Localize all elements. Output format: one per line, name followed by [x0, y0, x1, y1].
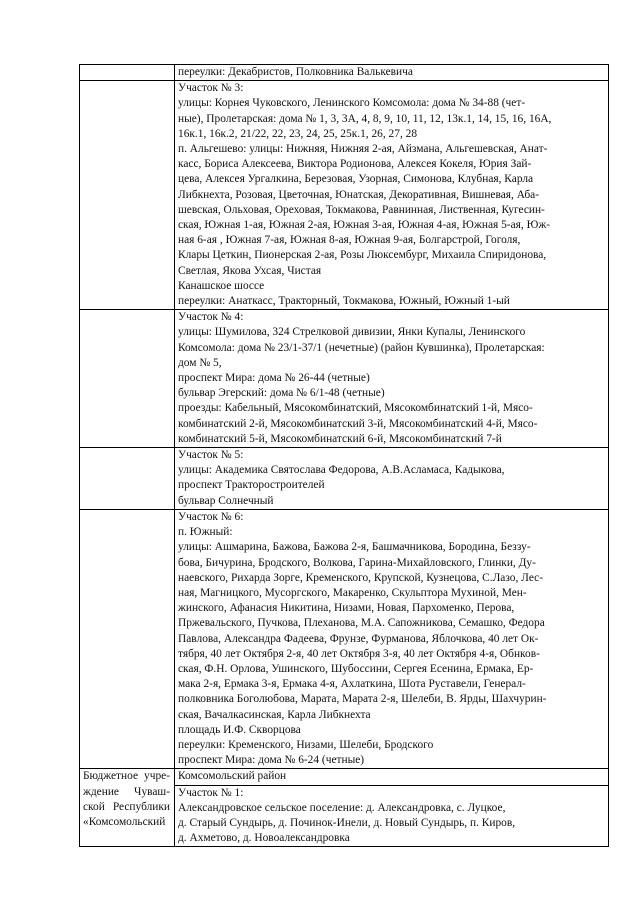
section-cell: [175, 310, 609, 448]
text-line: ные), Пролетарская: дома № 1, 3, 3А, 4, 8, 9, 10, 11, 12, 13к.1, 14, 15, 16, 16А,: [178, 112, 552, 125]
text-line: Клары Цеткин, Пионерская 2-ая, Розы Люксембург, Михаила Спиридонова,: [178, 249, 547, 262]
section-cell: [175, 785, 609, 847]
text-line: тября, 40 лет Октября 2-я, 40 лет Октября 3-я, 40 лет Октября 4-я, Обнков-: [178, 647, 540, 660]
institution-cell: [80, 448, 175, 510]
institution-line: ждение Чуваш-: [83, 785, 170, 798]
text-line: Александровское сельское поселение: д. Александровка, с. Луцкое,: [178, 801, 506, 814]
text-line: ная, Магницкого, Мусоргского, Макаренко, Скульптора Мухиной, Мен-: [178, 586, 527, 599]
institution-cell: [80, 310, 175, 448]
text-line: улицы: Шумилова, 324 Стрелковой дивизии, Янки Купалы, Ленинского: [178, 326, 526, 339]
districts-table: [79, 64, 609, 847]
text-line: Либкнехта, Розовая, Цветочная, Юнатская, Декоративная, Вишневая, Аба-: [178, 188, 539, 201]
text-line: проспект Мира: дома № 6-24 (четные): [178, 754, 365, 767]
text-line: бульвар Солнечный: [178, 494, 274, 507]
section-cell: [175, 81, 609, 310]
text-line: шевская, Ольховая, Ореховая, Токмакова, Равнинная, Лиственная, Кугесин-: [178, 203, 545, 216]
text-line: д. Ахметово, д. Новоалександровка: [178, 832, 350, 845]
text-line: Пржевальского, Пучкова, Плеханова, М.А. Сапожникова, Семашко, Федора: [178, 617, 545, 630]
text-line: д. Старый Сундырь, д. Починок-Инели, д. Новый Сундырь, п. Киров,: [178, 816, 516, 829]
institution-cell: [80, 65, 175, 81]
text-line: бульвар Эгерский: дома № 6/1-48 (четные): [178, 387, 385, 400]
section-cell: [175, 448, 609, 510]
section-heading: Участок № 6:: [178, 510, 244, 523]
section-heading: Участок № 5:: [178, 449, 244, 462]
text-line: мака 2-я, Ермака 3-я, Ермака 4-я, Ахлаткина, Шота Руставели, Генерал-: [178, 678, 526, 691]
text-line: комбинатский 2-й, Мясокомбинатский 3-й, Мясокомбинатский 4-й, Мясо-: [178, 417, 538, 430]
text-line: п. Альгешево: улицы: Нижняя, Нижняя 2-ая, Айзмана, Альгешевская, Анат-: [178, 143, 548, 156]
text-line: 16к.1, 16к.2, 21/22, 22, 23, 24, 25, 25к.1, 26, 27, 28: [178, 127, 418, 140]
text-line: ская, Ф.Н. Орлова, Ушинского, Шубоссини, Сергея Есенина, Ермака, Ер-: [178, 662, 534, 675]
section-cell: [175, 509, 609, 768]
text-line: Канашское шоссе: [178, 279, 265, 292]
text-line: цева, Алексея Ургалкина, Березовая, Узорная, Симонова, Клубная, Карла: [178, 173, 534, 186]
section-cell: [175, 65, 609, 81]
table-row-uchastok-3: [80, 81, 609, 310]
institution-line: ской Республики: [83, 800, 170, 813]
text-line: п. Южный:: [178, 526, 233, 539]
table-row-komsomolsky-district: [80, 769, 609, 785]
section-heading: Участок № 4:: [178, 311, 244, 324]
text-line: Павлова, Александра Фадеева, Фрунзе, Фурманова, Яблочкова, 40 лет Ок-: [178, 632, 539, 645]
section-heading: Участок № 3:: [178, 82, 244, 95]
table-row-uchastok-4: [80, 310, 609, 448]
text-line: ская, Южная 1-ая, Южная 2-ая, Южная 3-ая, Южная 4-ая, Южная 5-ая, Юж-: [178, 219, 551, 232]
text-line: улицы: Корнея Чуковского, Ленинского Комсомола: дома № 34-88 (чет-: [178, 97, 526, 110]
text-line: переулки: Кременского, Низами, Шелеби, Бродского: [178, 738, 434, 751]
institution-cell: [80, 509, 175, 768]
text-line: ная 6-ая , Южная 7-ая, Южная 8-ая, Южная 9-ая, Болгарстрой, Гоголя,: [178, 234, 521, 247]
text-line: переулки: Декабристов, Полковника Валькевича: [178, 66, 413, 78]
text-line: площадь И.Ф. Скворцова: [178, 723, 301, 736]
text-line: ская, Вачалкасинская, Карла Либкнехта: [178, 708, 371, 721]
text-line: проезды: Кабельный, Мясокомбинатский, Мясокомбинатский 1-й, Мясо-: [178, 402, 533, 415]
text-line: переулки: Анаткасс, Тракторный, Токмакова, Южный, Южный 1-ый: [178, 295, 510, 308]
institution-cell: [80, 81, 175, 310]
text-line: касс, Бориса Алексеева, Виктора Родионова, Алексея Кокеля, Юрия Зай-: [178, 158, 532, 171]
text-line: бова, Бичурина, Бродского, Волкова, Гарина-Михайловского, Глинки, Ду-: [178, 556, 536, 569]
text-line: наевского, Рихарда Зорге, Кременского, Крупской, Кузнецова, С.Лазо, Лес-: [178, 571, 544, 584]
table-row-continuation: [80, 65, 609, 81]
text-line: комбинатский 5-й, Мясокомбинатский 6-й, Мясокомбинатский 7-й: [178, 432, 502, 445]
text-line: Комсомола: дома № 23/1-37/1 (нечетные) (район Кувшинка), Пролетарская:: [178, 341, 545, 354]
text-line: улицы: Академика Святослава Федорова, А.В.Асламаса, Кадыкова,: [178, 464, 505, 477]
text-line: полковника Боголюбова, Марата, Марата 2-я, Шелеби, В. Ярды, Шахчурин-: [178, 693, 547, 706]
text-line: улицы: Ашмарина, Бажова, Бажова 2-я, Башмачникова, Бородина, Беззу-: [178, 541, 531, 554]
text-line: проспект Тракторостроителей: [178, 479, 325, 492]
text-line: Светлая, Якова Ухсая, Чистая: [178, 264, 322, 277]
institution-cell: [80, 769, 175, 847]
text-line: дом № 5,: [178, 356, 222, 369]
district-name: Комсомольский район: [178, 770, 287, 783]
district-cell: [175, 769, 609, 785]
section-heading: Участок № 1:: [178, 786, 244, 799]
table-row-uchastok-6: [80, 509, 609, 768]
text-line: жинского, Афанасия Никитина, Низами, Новая, Пархоменко, Перова,: [178, 602, 515, 615]
institution-line: «Комсомольский: [83, 815, 166, 828]
text-line: проспект Мира: дома № 26-44 (четные): [178, 372, 370, 385]
institution-line: Бюджетное учре-: [83, 770, 170, 783]
table-row-uchastok-5: [80, 448, 609, 510]
